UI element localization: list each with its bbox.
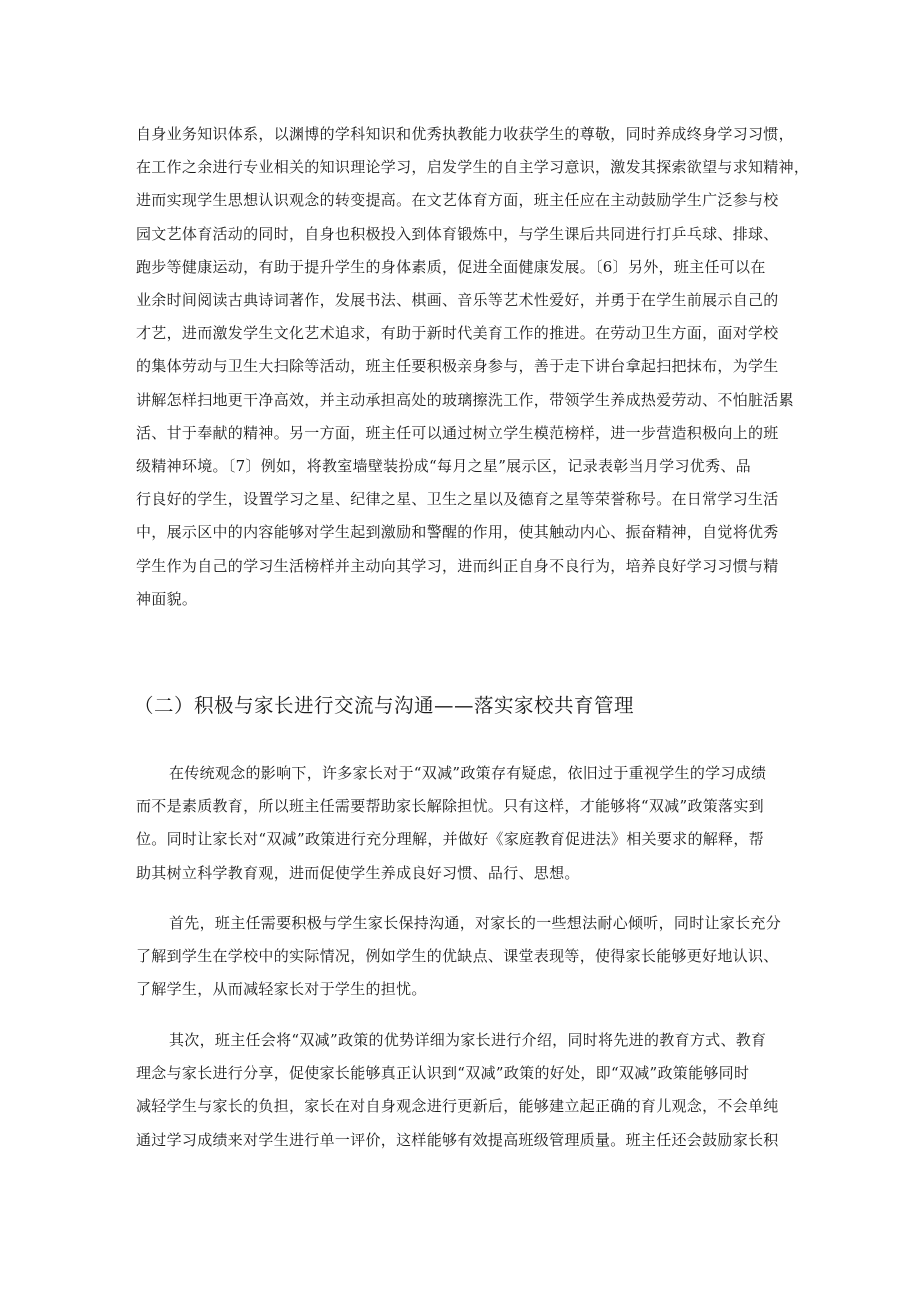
text-line: 级精神环境。〔7〕例如，将教室墙壁装扮成“每月之星”展示区，记录表彰当月学习优秀、品: [136, 457, 751, 476]
section-heading: （二）积极与家长进行交流与沟通——落实家校共育管理: [134, 694, 635, 717]
text-line: 在传统观念的影响下，许多家长对于“双减”政策存有疑虑，依旧过于重视学生的学习成绩: [169, 764, 767, 782]
text-line: 园文艺体育活动的同时，自身也积极投入到体育锻炼中，与学生课后共同进行打乒乓球、排球、: [136, 224, 779, 243]
text-line: 活、甘于奉献的精神。另一方面，班主任可以通过树立学生模范榜样，进一步营造积极向上的班: [136, 423, 779, 442]
text-line: 而不是素质教育，所以班主任需要帮助家长解除担忧。只有这样，才能够将“双减”政策落实到: [136, 797, 764, 816]
text-line: 助其树立科学教育观，进而促使学生养成良好习惯、品行、思想。: [136, 863, 580, 882]
paragraph-first-communication: [136, 907, 792, 1007]
text-line: 减轻学生与家长的负担，家长在对自身观念进行更新后，能够建立起正确的育儿观念，不会单纯: [136, 1097, 779, 1116]
text-line: 了解到学生在学校中的实际情况，例如学生的优缺点、课堂表现等，使得家长能够更好地认识、: [136, 947, 779, 966]
text-line: 首先，班主任需要积极与学生家长保持沟通，对家长的一些想法耐心倾听，同时让家长充分: [169, 914, 782, 932]
text-line: 自身业务知识体系，以渊博的学科知识和优秀执教能力收获学生的尊敬，同时养成终身学习习惯，: [136, 125, 794, 143]
text-line: 通过学习成绩来对学生进行单一评价，这样能够有效提高班级管理质量。班主任还会鼓励家长积: [136, 1130, 779, 1149]
text-line: 业余时间阅读古典诗词著作，发展书法、棋画、音乐等艺术性爱好，并勇于在学生前展示自己的: [136, 291, 779, 310]
text-line: 跑步等健康运动，有助于提升学生的身体素质，促进全面健康发展。〔6〕另外，班主任可以在: [136, 257, 766, 276]
text-line: 的集体劳动与卫生大扫除等活动，班主任要积极亲身参与，善于走下讲台拿起扫把抹布，为学生: [136, 357, 779, 376]
paragraph-parent-concerns: [136, 757, 792, 890]
paragraph-second-introduction: [136, 1024, 792, 1157]
text-line: 其次，班主任会将“双减”政策的优势详细为家长进行介绍，同时将先进的教育方式、教育: [169, 1031, 767, 1049]
text-line: 了解学生，从而减轻家长对于学生的担忧。: [136, 980, 427, 999]
text-line: 行良好的学生，设置学习之星、纪律之星、卫生之星以及德育之星等荣誉称号。在日常学习生活: [136, 490, 779, 509]
text-line: 理念与家长进行分享，促使家长能够真正认识到“双减”政策的好处，即“双减”政策能够同时: [136, 1064, 750, 1083]
text-line: 才艺，进而激发学生文化艺术追求，有助于新时代美育工作的推进。在劳动卫生方面，面对学校: [136, 324, 779, 343]
text-line: 学生作为自己的学习生活榜样并主动向其学习，进而纠正自身不良行为，培养良好学习习惯与精: [136, 556, 779, 575]
text-line: 进而实现学生思想认识观念的转变提高。在文艺体育方面，班主任应在主动鼓励学生广泛参与校: [136, 191, 779, 210]
text-line: 在工作之余进行专业相关的知识理论学习，启发学生的自主学习意识，激发其探索欲望与求知精神，: [136, 158, 810, 177]
text-line: 讲解怎样扫地更干净高效，并主动承担高处的玻璃擦洗工作，带领学生养成热爱劳动、不怕脏活累: [136, 390, 794, 409]
text-line: 神面貌。: [136, 589, 198, 608]
paragraph-class-spirit: [136, 118, 810, 616]
text-line: 中，展示区中的内容能够对学生起到激励和警醒的作用，使其触动内心、振奋精神，自觉将优秀: [136, 523, 779, 542]
text-line: 位。同时让家长对“双减”政策进行充分理解，并做好《家庭教育促进法》相关要求的解释，帮: [136, 830, 764, 849]
